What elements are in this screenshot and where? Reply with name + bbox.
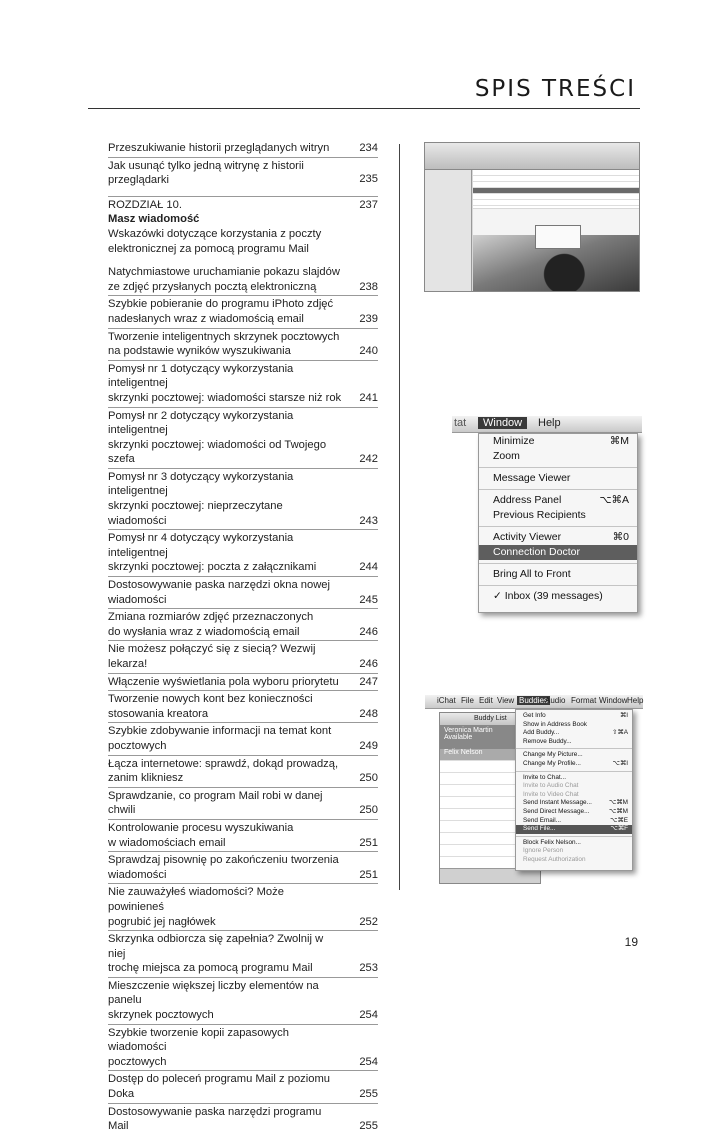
menu-item[interactable] [516, 817, 632, 826]
toc-entry-page: 239 [359, 312, 378, 325]
toc-entry-page: 240 [359, 345, 378, 358]
chapter-heading[interactable] [108, 196, 378, 264]
menu-item[interactable] [516, 808, 632, 817]
menu-item-label: Invite to Audio Chat [523, 782, 579, 790]
menu-item[interactable] [516, 774, 632, 783]
toc-entry-page: 235 [359, 173, 378, 186]
menu-item-label: Block Felix Nelson... [523, 838, 581, 846]
toc-entry-title: Natychmiastowe uruchamianie pokazu slajdów ze zdjęć przysłanych pocztą elektroniczną [108, 266, 340, 293]
toc-entry-page: 253 [359, 962, 378, 975]
mail-window-screenshot [424, 142, 640, 292]
menu-item-shortcut: ⌥⌘A [599, 494, 629, 506]
toc-entry-page: 250 [359, 804, 378, 817]
toc-entry-title: Pomysł nr 2 dotyczący wykorzystania inteligentnej skrzynki pocztowej: wiadomości od Twojego szefa [108, 409, 327, 466]
toc-entry-title: Dostęp do poleceń programu Mail z poziomu Doka [108, 1073, 331, 1101]
toc-entry-page: 245 [359, 593, 378, 606]
toc-entry-page: 252 [359, 915, 378, 928]
toc-entry[interactable] [108, 787, 378, 819]
menu-separator [516, 836, 632, 837]
toc-entry[interactable] [108, 264, 378, 295]
ichat-menu-title[interactable]: iChat [437, 696, 456, 705]
menu-separator [479, 563, 637, 564]
window-menu-title: Window [478, 417, 527, 429]
toc-entry-title: Nie zauważyłeś wiadomości? Może powinieneś pogrubić jej nagłówek [108, 886, 284, 928]
toc-entry-page: 251 [359, 836, 378, 849]
toc-entry[interactable] [108, 851, 378, 883]
toc-entry-page: 250 [359, 772, 378, 785]
toc-entry-title: Pomysł nr 1 dotyczący wykorzystania inteligentnej skrzynki pocztowej: wiadomości starsze niż rok [108, 362, 342, 404]
toc-entry-page: 241 [359, 391, 378, 404]
toc-entry-page: 254 [359, 1055, 378, 1068]
mailbox-sidebar [425, 170, 472, 291]
menu-separator [479, 526, 637, 527]
toc-entry[interactable] [108, 755, 378, 787]
menu-item-label: Connection Doctor [493, 546, 580, 558]
toc-entry[interactable] [108, 407, 378, 468]
toc-entry-page: 251 [359, 868, 378, 881]
toc-entry-title: Nie możesz połączyć się z siecią? Wezwij lekarza! [108, 643, 316, 670]
menu-item[interactable] [516, 839, 632, 848]
menu-item-label: Send Direct Message... [523, 807, 590, 815]
menu-bar [452, 416, 642, 433]
toc-entry-title: Szybkie tworzenie kopii zapasowych wiadomości pocztowych [108, 1026, 289, 1068]
toc-entry[interactable] [108, 295, 378, 327]
menu-item[interactable] [479, 530, 637, 545]
toc-entry[interactable] [108, 640, 378, 672]
ichat-menu-title[interactable]: File [461, 696, 474, 705]
menu-separator [479, 467, 637, 468]
menu-item-label: Activity Viewer [493, 531, 562, 543]
toc-entry-page: 242 [359, 453, 378, 466]
toc-entry-title: Dostosowywanie paska narzędzi programu Mail [108, 1105, 322, 1133]
menu-item[interactable] [516, 721, 632, 730]
ichat-menu-title[interactable]: Edit [479, 696, 493, 705]
toc-entry-title: Sprawdzanie, co program Mail robi w danej chwili [108, 789, 323, 817]
menu-bar-fragment: tat [454, 417, 467, 429]
toc-entry-title: Zmiana rozmiarów zdjęć przeznaczonych do wysłania wraz z wiadomością email [108, 611, 314, 638]
toc-entry-title: Pomysł nr 3 dotyczący wykorzystania inteligentnej skrzynki pocztowej: nieprzeczytane wiadomości [108, 470, 294, 527]
toc-entry-page: 243 [359, 514, 378, 527]
toc-entry-page: 249 [359, 739, 378, 752]
menu-item-label: Send Instant Message... [523, 799, 592, 807]
toc-entry[interactable] [108, 1103, 378, 1135]
column-divider [399, 144, 400, 890]
toc-entry-page: 246 [359, 658, 378, 670]
buddy-row: Felix Nelson [440, 749, 540, 761]
menu-item-label: Add Buddy... [523, 729, 560, 737]
menu-item[interactable] [479, 449, 637, 464]
window-menu-screenshot [452, 416, 642, 612]
menu-item-shortcut: ⌥⌘E [609, 816, 628, 824]
menu-item-label: Bring All to Front [493, 568, 571, 580]
toc-entry[interactable] [108, 529, 378, 576]
menu-item-label: Get Info [523, 712, 546, 719]
chapter-subtitle: Wskazówki dotyczące korzystania z poczty elektronicznej za pomocą programu Mail [108, 227, 322, 255]
toc-entry-title: Sprawdzaj pisownię po zakończeniu tworzenia wiadomości [108, 854, 339, 881]
toc-entry-title: Skrzynka odbiorcza się zapełnia? Zwolnij w niej trochę miejsca za pomocą programu Mail [108, 933, 324, 975]
menu-item-shortcut: ⌘I [619, 712, 628, 719]
menu-item[interactable] [479, 567, 637, 582]
menu-separator [479, 489, 637, 490]
menu-item [516, 782, 632, 791]
toc-entry[interactable] [108, 819, 378, 851]
toc-entry-title: Przeszukiwanie historii przeglądanych witryn [108, 142, 330, 154]
attachment-popup [535, 225, 581, 249]
toc-entry-page: 247 [359, 675, 378, 688]
menu-item[interactable] [516, 729, 632, 738]
toc-entry-title: Jak usunąć tylko jedną witrynę z historii przeglądarki [108, 159, 304, 187]
header-rule [88, 108, 640, 109]
menu-item [516, 847, 632, 856]
menu-item-label: Invite to Video Chat [523, 790, 579, 798]
toc-entry-page: 234 [359, 142, 378, 154]
menu-item[interactable] [516, 825, 632, 834]
ichat-menu-title[interactable]: Audio [545, 696, 566, 705]
ichat-menu-bar [425, 695, 643, 709]
toc-entry[interactable] [108, 883, 378, 930]
menu-item-label: Message Viewer [493, 472, 571, 484]
menu-item-label: Previous Recipients [493, 509, 586, 521]
toc-entry-title: Szybkie pobieranie do programu iPhoto zdjęć nadesłanych wraz z wiadomością email [108, 298, 334, 325]
menu-item[interactable] [479, 434, 637, 449]
toc-entry-title: Tworzenie inteligentnych skrzynek pocztowych na podstawie wyników wyszukiwania [108, 330, 340, 358]
toc-entry-page: 248 [359, 707, 378, 720]
toc-entry-title: Pomysł nr 4 dotyczący wykorzystania inteligentnej skrzynki pocztowej: poczta z załącznikami [108, 532, 317, 574]
ichat-menu-title[interactable]: Buddies [519, 696, 548, 705]
chapter-page: 237 [359, 198, 378, 211]
menu-item-label: Send File... [523, 825, 556, 833]
toc-entry[interactable] [108, 157, 378, 196]
ichat-menu-title[interactable]: Window [599, 696, 628, 705]
menu-item[interactable] [516, 738, 632, 747]
toc-entry[interactable] [108, 328, 378, 360]
toc-entry[interactable] [108, 1070, 378, 1102]
menu-item[interactable] [479, 493, 637, 508]
menu-item[interactable] [479, 471, 637, 486]
toc-entry-page: 255 [359, 1088, 378, 1101]
menu-item-label: Show in Address Book [523, 720, 587, 728]
toc-entry[interactable] [108, 977, 378, 1024]
toc-entry[interactable] [108, 608, 378, 640]
menu-item-label: Invite to Chat... [523, 773, 566, 781]
toc-entry-title: Dostosowywanie paska narzędzi okna nowej wiadomości [108, 579, 331, 606]
menu-item[interactable] [479, 589, 637, 604]
toc-entry[interactable] [108, 722, 378, 754]
menu-item-shortcut: ⌘0 [612, 531, 629, 543]
toc-entry[interactable] [108, 690, 378, 722]
menu-item-shortcut: ⌥⌘M [608, 807, 628, 815]
toc-entry[interactable] [108, 140, 378, 157]
toc-entry-title: Kontrolowanie procesu wyszukiwania w wiadomościach email [108, 821, 294, 849]
toc-entry-page: 238 [359, 280, 378, 293]
toc-entry-page: 246 [359, 625, 378, 638]
my-name: Veronica Martin [444, 727, 493, 734]
page-number: 19 [624, 935, 638, 949]
toc-entry-title: Łącza internetowe: sprawdź, dokąd prowadzą, zanim klikniesz [108, 757, 339, 785]
my-availability: Available [444, 734, 473, 741]
toc-entry-page: 254 [359, 1009, 378, 1022]
window-menu [478, 433, 638, 613]
ichat-menu-title[interactable]: Format [571, 696, 597, 705]
menu-separator [516, 748, 632, 749]
toc-entry[interactable] [108, 576, 378, 608]
menu-item-label: Minimize [493, 435, 535, 447]
ichat-menu-title[interactable]: Help [627, 696, 644, 705]
help-menu-title: Help [538, 417, 561, 429]
toc-entry[interactable] [108, 930, 378, 977]
page-title: SPIS TREŚCI [474, 76, 636, 102]
toc-entry-page: 255 [359, 1120, 378, 1133]
menu-item-label: Send Email... [523, 816, 562, 824]
buddies-menu [515, 709, 633, 871]
toc-entry[interactable] [108, 360, 378, 407]
menu-item-label: Change My Profile... [523, 759, 581, 767]
menu-item-label: Ignore Person [523, 847, 564, 855]
menu-item[interactable] [479, 545, 637, 560]
buddy-list-title: Buddy List [440, 713, 540, 725]
menu-item[interactable] [479, 508, 637, 523]
menu-separator [479, 585, 637, 586]
ichat-menu-title[interactable]: View [497, 696, 515, 705]
ichat-screenshot [425, 695, 643, 887]
menu-item[interactable] [516, 751, 632, 760]
toc-entry-page: 244 [359, 561, 378, 574]
toc-entry-title: Szybkie zdobywanie informacji na temat kont pocztowych [108, 725, 332, 752]
menu-item[interactable] [516, 799, 632, 808]
menu-item-label: Change My Picture... [523, 751, 583, 759]
menu-item-shortcut: ⌥⌘F [610, 825, 628, 833]
menu-item-shortcut: ⌥⌘M [608, 799, 628, 807]
menu-item-shortcut: ⇧⌘A [611, 729, 628, 737]
menu-item [516, 791, 632, 800]
chapter-number: ROZDZIAŁ 10. [108, 198, 182, 211]
menu-item-shortcut: ⌘M [609, 435, 629, 447]
menu-item[interactable] [516, 760, 632, 769]
menu-item-label: ✓ Inbox (39 messages) [493, 590, 603, 602]
mail-toolbar [425, 143, 639, 170]
menu-item [516, 856, 632, 865]
table-of-contents [108, 140, 378, 1135]
chapter-title: Masz wiadomość [108, 213, 200, 226]
menu-separator [516, 771, 632, 772]
message-list [473, 170, 639, 208]
menu-item-label: Address Panel [493, 494, 562, 506]
menu-item-label: Request Authorization [523, 855, 586, 863]
toc-entry-title: Mieszczenie większej liczby elementów na panelu skrzynek pocztowych [108, 979, 319, 1022]
menu-item-label: Zoom [493, 450, 520, 462]
toc-entry[interactable] [108, 1024, 378, 1071]
toc-entry[interactable] [108, 468, 378, 529]
toc-entry-title: Tworzenie nowych kont bez konieczności stosowania kreatora [108, 693, 313, 720]
toc-entry[interactable] [108, 673, 378, 691]
menu-item[interactable] [516, 712, 632, 721]
menu-item-label: Remove Buddy... [523, 737, 572, 745]
menu-item-shortcut: ⌥⌘I [612, 759, 628, 767]
toc-entry-title: Włączenie wyświetlania pola wyboru priorytetu [108, 675, 339, 688]
